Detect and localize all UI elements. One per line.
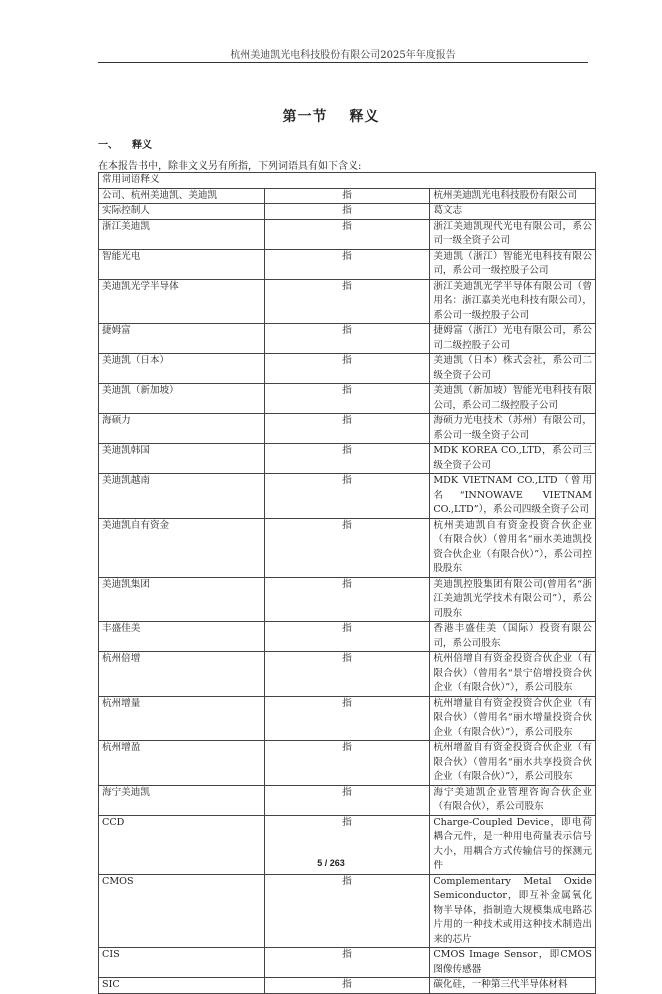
table-row [99,474,596,519]
table-row [99,741,596,786]
term-cell: CCD [99,815,265,874]
table-row [99,324,596,354]
term-cell: 公司、杭州美迪凯、美迪凯 [99,188,265,204]
term-cell: SIC [99,978,265,994]
definition-cell: 香港丰盛佳美（国际）投资有限公司，系公司股东 [430,622,596,652]
definition-cell: 杭州增量自有资金投资合伙企业（有限合伙）（曾用名“丽水增量投资合伙企业（有限合伙）”），系公司股东 [430,696,596,741]
term-cell: 浙江美迪凯 [99,219,265,249]
definition-cell: 海硕力光电技术（苏州）有限公司，系公司一级全资子公司 [430,414,596,444]
section-title [0,106,662,126]
ref-cell: 指 [264,414,430,444]
ref-cell: 指 [264,518,430,577]
section-name: 释义 [349,109,380,125]
term-cell: 丰盛佳美 [99,622,265,652]
definition-cell: 海宁美迪凯企业管理咨询合伙企业（有限合伙），系公司股东 [430,785,596,815]
term-cell: 美迪凯自有资金 [99,518,265,577]
ref-cell: 指 [264,978,430,994]
table-row [99,948,596,978]
definition-cell: 美迪凯（浙江）智能光电科技有限公司，系公司一级控股子公司 [430,249,596,279]
term-cell: 美迪凯光学半导体 [99,279,265,324]
term-cell: 美迪凯集团 [99,577,265,622]
page-number: 5 / 263 [317,858,345,868]
table-row [99,279,596,324]
ref-cell: 指 [264,577,430,622]
term-cell: 杭州增盈 [99,741,265,786]
table-row [99,414,596,444]
ref-cell: 指 [264,948,430,978]
ref-cell: 指 [264,815,430,874]
document-header: 杭州美迪凯光电科技股份有限公司2025年年度报告 [230,50,456,61]
term-cell: 杭州倍增 [99,652,265,697]
table-row [99,696,596,741]
table-row [99,874,596,948]
table-row [99,219,596,249]
definition-cell: 葛文志 [430,204,596,220]
ref-cell: 指 [264,652,430,697]
term-cell: 实际控制人 [99,204,265,220]
definitions-table [98,172,596,994]
ref-cell: 指 [264,785,430,815]
ref-cell: 指 [264,874,430,948]
term-cell: 美迪凯（日本） [99,354,265,384]
ref-cell: 指 [264,696,430,741]
table-row [99,384,596,414]
definition-cell: 浙江美迪凯现代光电有限公司，系公司一级全资子公司 [430,219,596,249]
ref-cell: 指 [264,354,430,384]
definition-cell: 杭州倍增自有资金投资合伙企业（有限合伙）（曾用名“景宁倍增投资合伙企业（有限合伙）”），系公司股东 [430,652,596,697]
term-cell: 美迪凯韩国 [99,444,265,474]
header-divider [98,62,588,63]
table-row [99,188,596,204]
table-row [99,518,596,577]
definition-cell: Complementary Metal Oxide Semiconductor，即互补金属氧化物半导体，指制造大规模集成电路芯片用的一种技术或用这种技术制造出来的芯片 [430,874,596,948]
table-row [99,978,596,994]
definition-cell: 杭州美迪凯自有资金投资合伙企业（有限合伙）（曾用名“丽水美迪凯投资合伙企业（有限合伙）”），系公司控股股东 [430,518,596,577]
section-number: 第一节 [282,109,328,125]
definition-cell: 美迪凯（新加坡）智能光电科技有限公司，系公司二级控股子公司 [430,384,596,414]
ref-cell: 指 [264,188,430,204]
ref-cell: 指 [264,204,430,220]
ref-cell: 指 [264,622,430,652]
term-cell: 智能光电 [99,249,265,279]
term-cell: CIS [99,948,265,978]
term-cell: 捷姆富 [99,324,265,354]
term-cell: 美迪凯（新加坡） [99,384,265,414]
ref-cell: 指 [264,219,430,249]
term-cell: CMOS [99,874,265,948]
table-row [99,444,596,474]
table-row [99,622,596,652]
table-caption: 常用词语释义 [99,173,596,189]
term-cell: 海硕力 [99,414,265,444]
table-row [99,249,596,279]
definition-cell: 浙江美迪凯光学半导体有限公司（曾用名：浙江嘉美光电科技有限公司），系公司一级控股子公司 [430,279,596,324]
table-row [99,652,596,697]
term-cell: 美迪凯越南 [99,474,265,519]
subheading [98,136,152,151]
definition-cell: 美迪凯控股集团有限公司(曾用名“浙江美迪凯光学技术有限公司”），系公司股东 [430,577,596,622]
subheading-number: 一、 [98,140,118,151]
definition-cell: Charge-Coupled Device，即电荷耦合元件，是一种用电荷量表示信号大小，用耦合方式传输信号的探测元件 [430,815,596,874]
term-cell: 海宁美迪凯 [99,785,265,815]
definition-cell: 碳化硅，一种第三代半导体材料 [430,978,596,994]
table-row [99,577,596,622]
ref-cell: 指 [264,444,430,474]
ref-cell: 指 [264,474,430,519]
definition-cell: 捷姆富（浙江）光电有限公司，系公司二级控股子公司 [430,324,596,354]
table-row [99,354,596,384]
definition-cell: 杭州美迪凯光电科技股份有限公司 [430,188,596,204]
definition-cell: MDK KOREA CO.,LTD，系公司三级全资子公司 [430,444,596,474]
table-row [99,785,596,815]
ref-cell: 指 [264,324,430,354]
definition-cell: 美迪凯（日本）株式会社，系公司二级全资子公司 [430,354,596,384]
term-cell: 杭州增量 [99,696,265,741]
subheading-text: 释义 [132,140,152,151]
ref-cell: 指 [264,741,430,786]
intro-text: 在本报告书中，除非文义另有所指，下列词语具有如下含义: [98,161,362,172]
ref-cell: 指 [264,249,430,279]
ref-cell: 指 [264,384,430,414]
table-row [99,204,596,220]
definition-cell: MDK VIETNAM CO.,LTD（曾用名“INNOWAVE VIETNAM CO.,LTD”），系公司四级全资子公司 [430,474,596,519]
definition-cell: CMOS Image Sensor，即CMOS图像传感器 [430,948,596,978]
ref-cell: 指 [264,279,430,324]
definition-cell: 杭州增盈自有资金投资合伙企业（有限合伙）（曾用名“丽水共享投资合伙企业（有限合伙）”），系公司股东 [430,741,596,786]
